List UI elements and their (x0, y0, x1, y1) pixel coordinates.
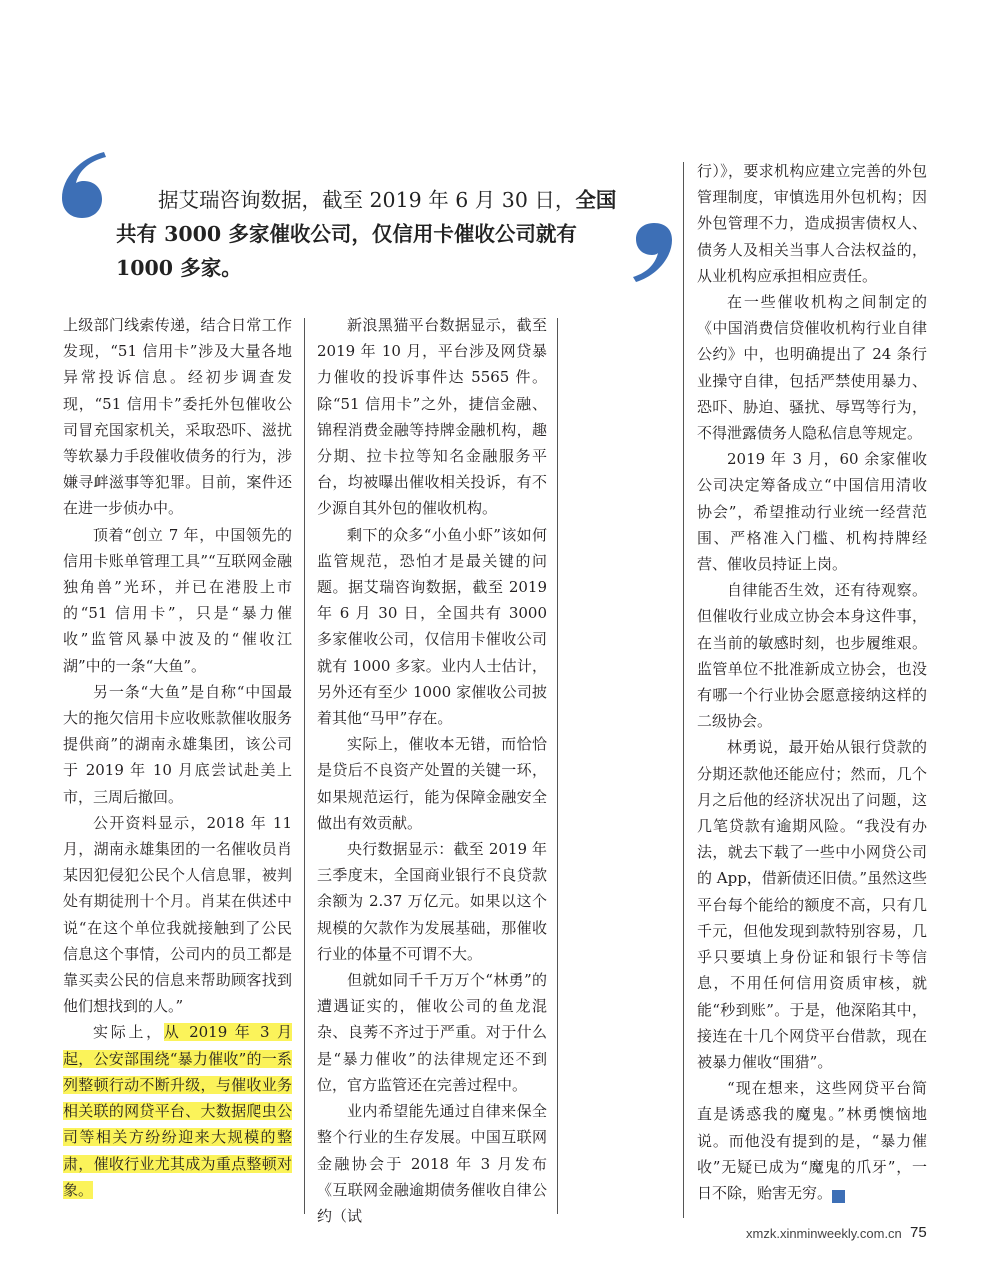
article-column-3 (697, 158, 927, 1206)
paragraph: 自律能否生效，还有待观察。但催收行业成立协会本身这件事，在当前的敏感时刻，也步履维艰。监管单位不批准新成立协会，也没有哪一个行业协会愿意接纳这样的二级协会。 (697, 581, 927, 731)
paragraph: 但就如同千千万万个“林勇”的遭遇证实的，催收公司的鱼龙混杂、良莠不齐过于严重。对于什么是“暴力催收”的法律规定还不到位，官方监管还在完善过程中。 (317, 971, 547, 1094)
column-divider (683, 162, 684, 1218)
pull-quote-text: 据艾瑞咨询数据，截至 2019 年 6 月 30 日， (158, 188, 576, 212)
column-divider (557, 318, 558, 1214)
paragraph: 公开资料显示，2018 年 11 月，湖南永雄集团的一名催收员肖某因犯侵犯公民个人信息罪，被判处有期徒刑十个月。肖某在供述中说“在这个单位我就接触到了公民信息这个事情，公司内的员工都是靠买卖公民的信息来帮助顾客找到他们想找到的人。” (63, 813, 292, 1016)
paragraph (697, 1075, 927, 1206)
paragraph: 顶着“创立 7 年，中国领先的信用卡账单管理工具”“互联网金融独角兽”光环，并已在港股上市的“51 信用卡”，只是“暴力催收”监管风暴中波及的“催收江湖”中的一条“大鱼”。 (63, 525, 292, 675)
page-number: 75 (910, 1224, 927, 1241)
pull-quote-bold-text: 全国共有 3000 多家催收公司，仅信用卡催收公司就有 1000 多家。 (116, 188, 617, 280)
end-mark-icon: 民 (832, 1190, 845, 1203)
paragraph: 业内希望能先通过自律来保全整个行业的生存发展。中国互联网金融协会于 2018 年 3 月发布《互联网金融逾期债务催收自律公约（试 (317, 1102, 547, 1225)
paragraph (63, 1019, 292, 1202)
column-divider (304, 318, 305, 1214)
paragraph: 央行数据显示：截至 2019 年三季度末，全国商业银行不良贷款余额为 2.37 万亿元。如果以这个规模的欠款作为发展基础，那催收行业的体量不可谓不大。 (317, 840, 547, 963)
open-quote-mark (58, 150, 108, 220)
paragraph: 新浪黑猫平台数据显示，截至 2019 年 10 月，平台涉及网贷暴力催收的投诉事件达 5565 件。除“51 信用卡”之外，捷信金融、锦程消费金融等持牌金融机构，趣分期、拉卡拉等知名金融服务平台，均被曝出催收相关投诉，有不少源自其外包的催收机构。 (317, 316, 547, 518)
paragraph: 林勇说，最开始从银行贷款的分期还款他还能应付；然而，几个月之后他的经济状况出了问题，这几笔贷款有逾期风险。“我没有办法，就去下载了一些中小网贷公司的 App，借新债还旧债。”虽然这些平台每个能给的额度不高，只有几千元，但他发现到款特别容易，几乎只要填上身份证和银行卡等信息，不用任何信用资质审核，就能“秒到账”。于是，他深陷其中，接连在十几个网贷平台借款，现在被暴力催收“围猎”。 (697, 738, 927, 1071)
paragraph: 另一条“大鱼”是自称“中国最大的拖欠信用卡应收账款催收服务提供商”的湖南永雄集团，该公司于 2019 年 10 月底尝试赴美上市，三周后撤回。 (63, 682, 292, 806)
pull-quote (116, 183, 636, 285)
close-quote-mark (632, 222, 674, 284)
paragraph-lead: 实际上， (93, 1023, 164, 1042)
paragraph: 行）》，要求机构应建立完善的外包管理制度，审慎选用外包机构；因外包管理不力，造成损害债权人、债务人及相关当事人合法权益的，从业机构应承担相应责任。 (697, 162, 927, 285)
paragraph: 上级部门线索传递，结合日常工作发现，“51 信用卡”涉及大量各地异常投诉信息。经初步调查发现，“51 信用卡”委托外包催收公司冒充国家机关，采取恐吓、滋扰等软暴力手段催收债务的行为，涉嫌寻衅滋事等犯罪。目前，案件还在进一步侦办中。 (63, 316, 292, 518)
footer-url: xmzk.xinminweekly.com.cn (746, 1226, 902, 1241)
highlighted-text: 从 2019 年 3 月起，公安部围绕“暴力催收”的一系列整顿行动不断升级，与催收业务相关联的网贷平台、大数据爬虫公司等相关方纷纷迎来大规模的整肃，催收行业尤其成为重点整顿对象。 (63, 1023, 292, 1199)
paragraph: 实际上，催收本无错，而恰恰是贷后不良资产处置的关键一环，如果规范运行，能为保障金融安全做出有效贡献。 (317, 735, 547, 832)
paragraph: 2019 年 3 月，60 余家催收公司决定筹备成立“中国信用清收协会”，希望推动行业统一经营范围、严格准入门槛、机构持牌经营、催收员持证上岗。 (697, 450, 927, 574)
article-column-1 (63, 312, 292, 1203)
paragraph-text: “现在想来，这些网贷平台简直是诱惑我的魔鬼。”林勇懊恼地说。而他没有提到的是，“暴力催收”无疑已成为“魔鬼的爪牙”，一日不除，贻害无穷。 (697, 1079, 927, 1202)
paragraph: 剩下的众多“小鱼小虾”该如何监管规范，恐怕才是最关键的问题。据艾瑞咨询数据，截至 2019 年 6 月 30 日，全国共有 3000 多家催收公司，仅信用卡催收公司就有 1000 多家。业内人士估计，另外还有至少 1000 家催收公司披着其他“马甲”存在。 (317, 525, 547, 728)
paragraph: 在一些催收机构之间制定的《中国消费信贷催收机构行业自律公约》中，也明确提出了 24 条行业操守自律，包括严禁使用暴力、恐吓、胁迫、骚扰、辱骂等行为，不得泄露债务人隐私信息等规定。 (697, 293, 927, 443)
article-column-2 (317, 312, 547, 1229)
